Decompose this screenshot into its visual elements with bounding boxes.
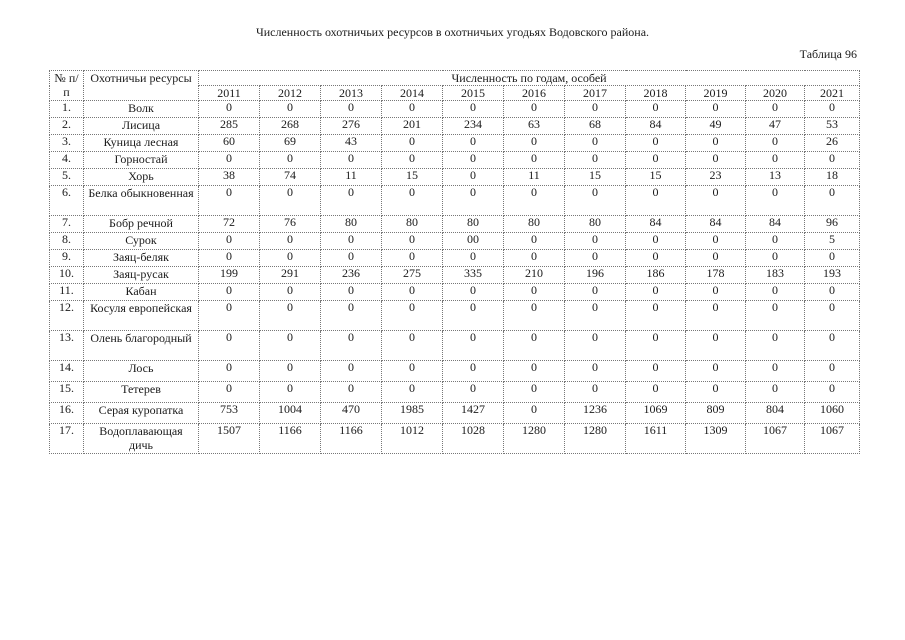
table-row [50,301,860,331]
value-cell: 80 [382,216,443,233]
value-cell: 69 [260,135,321,152]
value-cell: 0 [746,250,805,267]
value-cell: 0 [686,135,746,152]
value-cell: 0 [686,101,746,118]
value-cell: 0 [382,152,443,169]
value-cell: 0 [321,301,382,331]
value-cell: 0 [686,233,746,250]
value-cell: 1236 [565,403,626,424]
value-cell: 0 [443,382,504,403]
row-number: 6. [50,186,84,216]
value-cell: 1427 [443,403,504,424]
value-cell: 753 [199,403,260,424]
value-cell: 60 [199,135,260,152]
page-title: Численность охотничьих ресурсов в охотничьих угодьях Водовского района. [255,25,650,39]
value-cell: 0 [443,301,504,331]
value-cell: 0 [686,284,746,301]
value-cell: 0 [805,101,860,118]
value-cell: 0 [504,403,565,424]
value-cell: 0 [382,382,443,403]
value-cell: 285 [199,118,260,135]
header-year: 2017 [565,86,626,101]
table-body [50,101,860,454]
value-cell: 76 [260,216,321,233]
value-cell: 1280 [565,424,626,454]
table-row [50,233,860,250]
value-cell: 0 [260,284,321,301]
resource-name: Горностай [84,152,199,169]
value-cell: 0 [260,233,321,250]
value-cell: 0 [504,152,565,169]
value-cell: 0 [199,361,260,382]
value-cell: 0 [199,233,260,250]
resource-name: Бобр речной [84,216,199,233]
value-cell: 0 [443,169,504,186]
resource-name: Куница лесная [84,135,199,152]
header-year: 2013 [321,86,382,101]
value-cell: 0 [504,361,565,382]
value-cell: 804 [746,403,805,424]
value-cell: 0 [746,135,805,152]
value-cell: 1060 [805,403,860,424]
value-cell: 0 [443,152,504,169]
value-cell: 0 [382,284,443,301]
resource-name: Волк [84,101,199,118]
value-cell: 18 [805,169,860,186]
value-cell: 13 [746,169,805,186]
resource-name: Хорь [84,169,199,186]
resource-name: Белка обыкновенная [84,186,199,216]
value-cell: 0 [443,331,504,361]
value-cell: 0 [746,152,805,169]
value-cell: 0 [321,361,382,382]
value-cell: 0 [382,331,443,361]
value-cell: 0 [321,382,382,403]
value-cell: 291 [260,267,321,284]
value-cell: 0 [260,101,321,118]
value-cell: 11 [321,169,382,186]
value-cell: 199 [199,267,260,284]
value-cell: 0 [805,152,860,169]
value-cell: 0 [443,135,504,152]
value-cell: 186 [626,267,686,284]
table-row [50,361,860,382]
value-cell: 0 [626,186,686,216]
value-cell: 1611 [626,424,686,454]
value-cell: 268 [260,118,321,135]
value-cell: 0 [565,250,626,267]
value-cell: 84 [686,216,746,233]
value-cell: 47 [746,118,805,135]
value-cell: 210 [504,267,565,284]
value-cell: 1507 [199,424,260,454]
value-cell: 0 [805,331,860,361]
value-cell: 0 [260,186,321,216]
value-cell: 0 [199,284,260,301]
value-cell: 49 [686,118,746,135]
value-cell: 15 [382,169,443,186]
value-cell: 0 [565,284,626,301]
value-cell: 15 [626,169,686,186]
header-year: 2011 [199,86,260,101]
value-cell: 178 [686,267,746,284]
value-cell: 0 [382,233,443,250]
table-row [50,135,860,152]
value-cell: 183 [746,267,805,284]
header-row-1 [50,71,860,86]
value-cell: 23 [686,169,746,186]
value-cell: 234 [443,118,504,135]
row-number: 13. [50,331,84,361]
value-cell: 0 [382,250,443,267]
resource-name: Лисица [84,118,199,135]
value-cell: 0 [199,382,260,403]
value-cell: 0 [504,382,565,403]
value-cell: 0 [626,152,686,169]
value-cell: 1067 [805,424,860,454]
value-cell: 0 [626,382,686,403]
table-row [50,152,860,169]
table-row [50,403,860,424]
value-cell: 43 [321,135,382,152]
table-row [50,424,860,454]
value-cell: 0 [260,152,321,169]
header-year: 2014 [382,86,443,101]
value-cell: 68 [565,118,626,135]
value-cell: 0 [686,331,746,361]
value-cell: 15 [565,169,626,186]
value-cell: 1280 [504,424,565,454]
header-resource: Охотничьи ресурсы [84,71,199,101]
row-number: 10. [50,267,84,284]
value-cell: 26 [805,135,860,152]
value-cell: 00 [443,233,504,250]
value-cell: 0 [565,301,626,331]
value-cell: 1004 [260,403,321,424]
value-cell: 276 [321,118,382,135]
value-cell: 0 [746,101,805,118]
value-cell: 84 [626,118,686,135]
value-cell: 0 [260,250,321,267]
row-number: 9. [50,250,84,267]
value-cell: 0 [565,233,626,250]
value-cell: 0 [504,101,565,118]
value-cell: 193 [805,267,860,284]
value-cell: 0 [321,101,382,118]
value-cell: 0 [805,301,860,331]
table-row [50,284,860,301]
value-cell: 0 [382,101,443,118]
resource-name: Кабан [84,284,199,301]
value-cell: 38 [199,169,260,186]
resource-name: Лось [84,361,199,382]
value-cell: 0 [260,382,321,403]
value-cell: 0 [443,361,504,382]
row-number: 11. [50,284,84,301]
row-number: 3. [50,135,84,152]
value-cell: 0 [626,301,686,331]
value-cell: 0 [686,361,746,382]
value-cell: 0 [443,101,504,118]
value-cell: 80 [321,216,382,233]
row-number: 5. [50,169,84,186]
value-cell: 0 [626,135,686,152]
header-year: 2018 [626,86,686,101]
value-cell: 0 [805,186,860,216]
value-cell: 0 [686,301,746,331]
value-cell: 335 [443,267,504,284]
value-cell: 0 [321,152,382,169]
value-cell: 63 [504,118,565,135]
resource-name: Косуля европейская [84,301,199,331]
header-num: № п/п [50,71,84,101]
value-cell: 80 [443,216,504,233]
value-cell: 0 [321,331,382,361]
value-cell: 0 [686,250,746,267]
resource-name: Серая куропатка [84,403,199,424]
value-cell: 0 [686,152,746,169]
value-cell: 1028 [443,424,504,454]
value-cell: 0 [321,250,382,267]
value-cell: 0 [746,331,805,361]
value-cell: 0 [746,301,805,331]
value-cell: 0 [504,331,565,361]
value-cell: 80 [565,216,626,233]
value-cell: 80 [504,216,565,233]
value-cell: 0 [565,101,626,118]
value-cell: 0 [260,331,321,361]
value-cell: 0 [199,186,260,216]
value-cell: 0 [382,301,443,331]
value-cell: 0 [746,382,805,403]
value-cell: 53 [805,118,860,135]
table-row [50,186,860,216]
value-cell: 0 [260,301,321,331]
value-cell: 0 [626,284,686,301]
table-row [50,216,860,233]
value-cell: 0 [746,186,805,216]
value-cell: 0 [565,331,626,361]
value-cell: 74 [260,169,321,186]
row-number: 7. [50,216,84,233]
row-number: 16. [50,403,84,424]
value-cell: 0 [199,301,260,331]
resource-name: Заяц-беляк [84,250,199,267]
value-cell: 0 [626,250,686,267]
value-cell: 809 [686,403,746,424]
value-cell: 0 [199,331,260,361]
value-cell: 1985 [382,403,443,424]
value-cell: 0 [565,152,626,169]
value-cell: 196 [565,267,626,284]
value-cell: 0 [626,361,686,382]
value-cell: 0 [626,101,686,118]
value-cell: 1067 [746,424,805,454]
value-cell: 0 [746,284,805,301]
value-cell: 0 [443,284,504,301]
value-cell: 0 [565,361,626,382]
value-cell: 1166 [321,424,382,454]
table-label: Таблица 96 [799,47,857,61]
value-cell: 1309 [686,424,746,454]
resource-name: Олень благородный [84,331,199,361]
row-number: 15. [50,382,84,403]
value-cell: 0 [805,382,860,403]
value-cell: 0 [686,382,746,403]
value-cell: 5 [805,233,860,250]
value-cell: 0 [382,135,443,152]
value-cell: 470 [321,403,382,424]
header-year: 2021 [805,86,860,101]
table-row [50,169,860,186]
resource-name: Тетерев [84,382,199,403]
value-cell: 0 [805,250,860,267]
header-group: Численность по годам, особей [199,71,860,86]
value-cell: 0 [504,135,565,152]
value-cell: 0 [321,186,382,216]
value-cell: 72 [199,216,260,233]
row-number: 12. [50,301,84,331]
value-cell: 0 [260,361,321,382]
value-cell: 1069 [626,403,686,424]
value-cell: 0 [199,101,260,118]
value-cell: 0 [199,250,260,267]
value-cell: 0 [805,284,860,301]
value-cell: 0 [686,186,746,216]
value-cell: 201 [382,118,443,135]
table-row [50,382,860,403]
value-cell: 0 [626,233,686,250]
resource-name: Сурок [84,233,199,250]
value-cell: 0 [626,331,686,361]
table-row [50,101,860,118]
value-cell: 0 [565,186,626,216]
resource-name: Водоплавающая дичь [84,424,199,454]
table-row [50,331,860,361]
value-cell: 1012 [382,424,443,454]
value-cell: 0 [504,250,565,267]
row-number: 17. [50,424,84,454]
value-cell: 1166 [260,424,321,454]
value-cell: 0 [565,382,626,403]
value-cell: 0 [504,301,565,331]
row-number: 8. [50,233,84,250]
table-row [50,250,860,267]
value-cell: 236 [321,267,382,284]
value-cell: 96 [805,216,860,233]
row-number: 14. [50,361,84,382]
value-cell: 275 [382,267,443,284]
value-cell: 84 [626,216,686,233]
value-cell: 0 [382,186,443,216]
value-cell: 0 [382,361,443,382]
value-cell: 0 [504,233,565,250]
header-year: 2016 [504,86,565,101]
header-year: 2015 [443,86,504,101]
header-year: 2019 [686,86,746,101]
row-number: 2. [50,118,84,135]
value-cell: 0 [746,233,805,250]
value-cell: 0 [805,361,860,382]
value-cell: 84 [746,216,805,233]
table-row [50,118,860,135]
header-year: 2020 [746,86,805,101]
value-cell: 0 [504,186,565,216]
resources-table [49,70,860,454]
row-number: 4. [50,152,84,169]
table-row [50,267,860,284]
value-cell: 0 [504,284,565,301]
value-cell: 11 [504,169,565,186]
resource-name: Заяц-русак [84,267,199,284]
value-cell: 0 [565,135,626,152]
value-cell: 0 [443,250,504,267]
header-year: 2012 [260,86,321,101]
value-cell: 0 [746,361,805,382]
value-cell: 0 [321,233,382,250]
value-cell: 0 [443,186,504,216]
row-number: 1. [50,101,84,118]
value-cell: 0 [199,152,260,169]
value-cell: 0 [321,284,382,301]
